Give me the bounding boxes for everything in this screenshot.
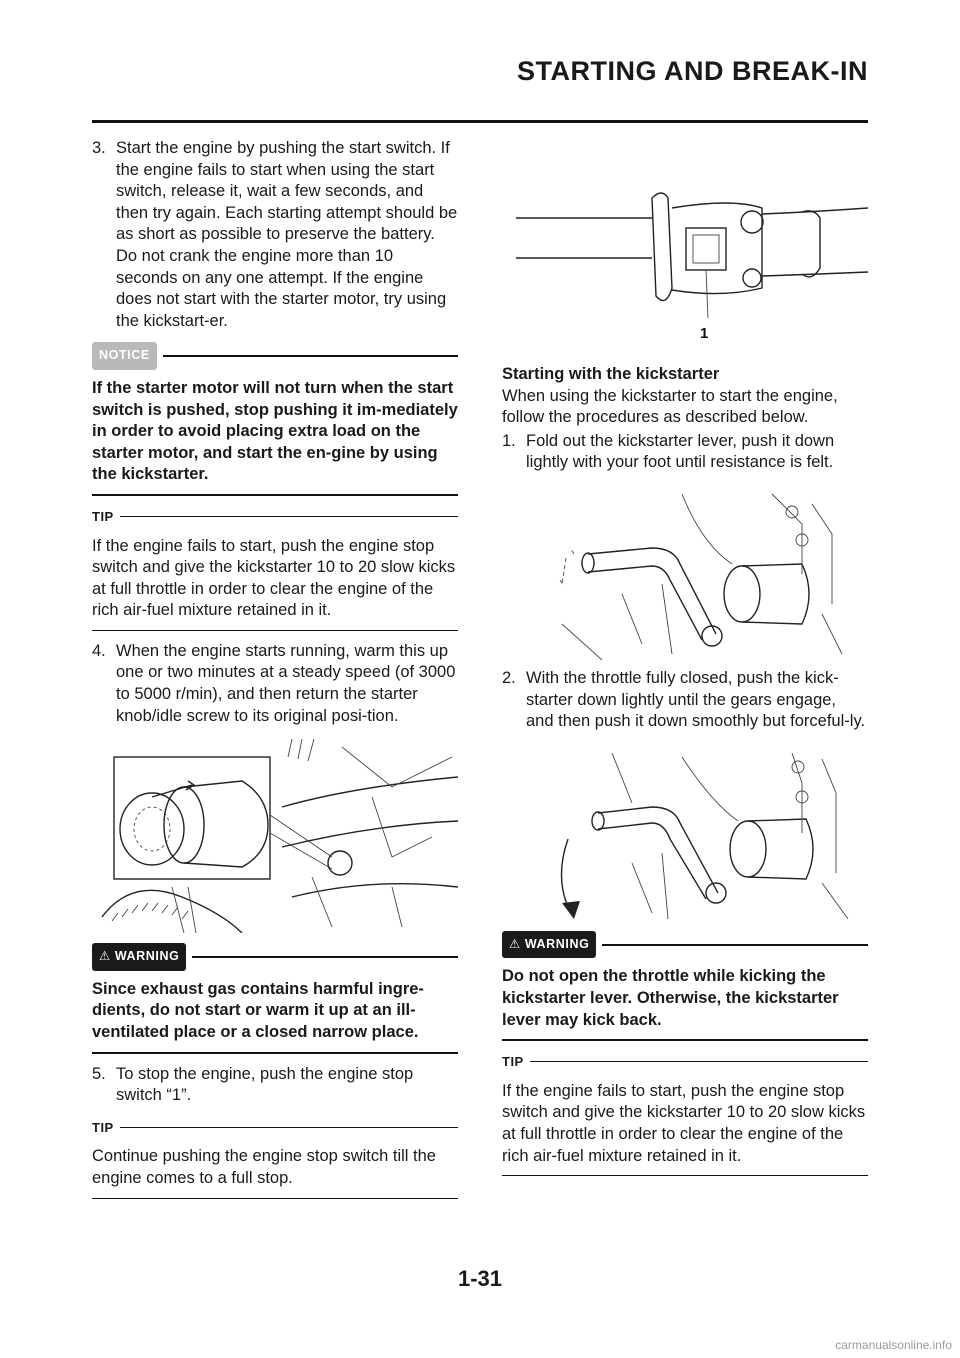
warning-triangle-icon: ⚠ (99, 949, 111, 964)
warning-text-left: Since exhaust gas contains harmful ingre-dients, do not start or warm it up at an ill-ventilated place or a closed narrow place. (92, 979, 424, 1042)
step-4: 4. When the engine starts running, warm this up one or two minutes at a steady speed (of 3000 to 5000 r/min), and then return the starter knob/idle screw to its original posi-tion. (92, 641, 456, 725)
warning-text-right: Do not open the throttle while kicking the kickstarter lever. Otherwise, the kickstarter lever may kick back. (502, 967, 839, 1029)
kickstarter-intro: When using the kickstarter to start the engine, follow the procedures as described below. (502, 386, 838, 427)
notice-header (92, 342, 458, 370)
watermark: carmanualsonline.info (835, 1338, 952, 1352)
step-3: 3. Start the engine by pushing the start switch. If the engine fails to start when using the start switch, release it, wait a few seconds, and then try again. Each starting attempt should be as short as possible to preserve the battery. Do not crank the engine more than 10 seconds on any one attempt. If the engine does not start with the starter motor, try using the kickstart-er. (92, 139, 458, 330)
right-column (502, 138, 868, 1186)
kickstarter-push-illustration (502, 743, 868, 921)
kick-step-2: 2. With the throttle fully closed, push the kick-starter down lightly until the gears engage, and then push it down smoothly but forceful-ly. (502, 668, 866, 731)
tip-text-right: If the engine fails to start, push the engine stop switch and give the kickstarter 10 to 20 slow kicks at full throttle in order to clear the engine of the rich air-fuel mixture retained in it. (502, 1081, 866, 1165)
notice-text: If the starter motor will not turn when the start switch is pushed, stop pushing it im-mediately in order to avoid placing extra load on the starter motor, and start the en-gine by using the kickstarter. (92, 378, 458, 484)
kickstarter-heading: Starting with the kickstarter (502, 365, 720, 383)
starter-knob-illustration (92, 737, 458, 933)
warning-triangle-icon: ⚠ (509, 936, 521, 951)
header-rule (92, 120, 868, 123)
engine-stop-switch-illustration (502, 178, 868, 356)
kickstarter-folded-illustration (502, 484, 868, 660)
tip-header-2: TIP (92, 1117, 458, 1139)
tip-text-2: Continue pushing the engine stop switch till the engine comes to a full stop. (92, 1147, 436, 1187)
notice-badge: NOTICE (92, 342, 157, 370)
page-number: 1-31 (457, 1266, 503, 1291)
left-column (92, 138, 458, 1209)
warning-badge: ⚠ WARNING (92, 943, 186, 971)
kick-step-1: 1. Fold out the kickstarter lever, push it down lightly with your foot until resistance is felt. (502, 431, 835, 472)
tip-label: TIP (92, 508, 114, 524)
page-title: STARTING AND BREAK-IN (517, 56, 868, 86)
step-5: 5. To stop the engine, push the engine stop switch “1”. (92, 1064, 414, 1105)
tip-header-1 (92, 506, 458, 528)
tip-header-right: TIP (502, 1051, 868, 1073)
warning-header-left (92, 943, 458, 971)
tip-text-1: If the engine fails to start, push the engine stop switch and give the kickstarter 10 to 20 slow kicks at full throttle in order to clear the engine of the rich air-fuel mixture retained in it. (92, 536, 456, 620)
warning-header-right: ⚠ WARNING (502, 931, 868, 959)
callout-1: 1 (700, 325, 709, 342)
